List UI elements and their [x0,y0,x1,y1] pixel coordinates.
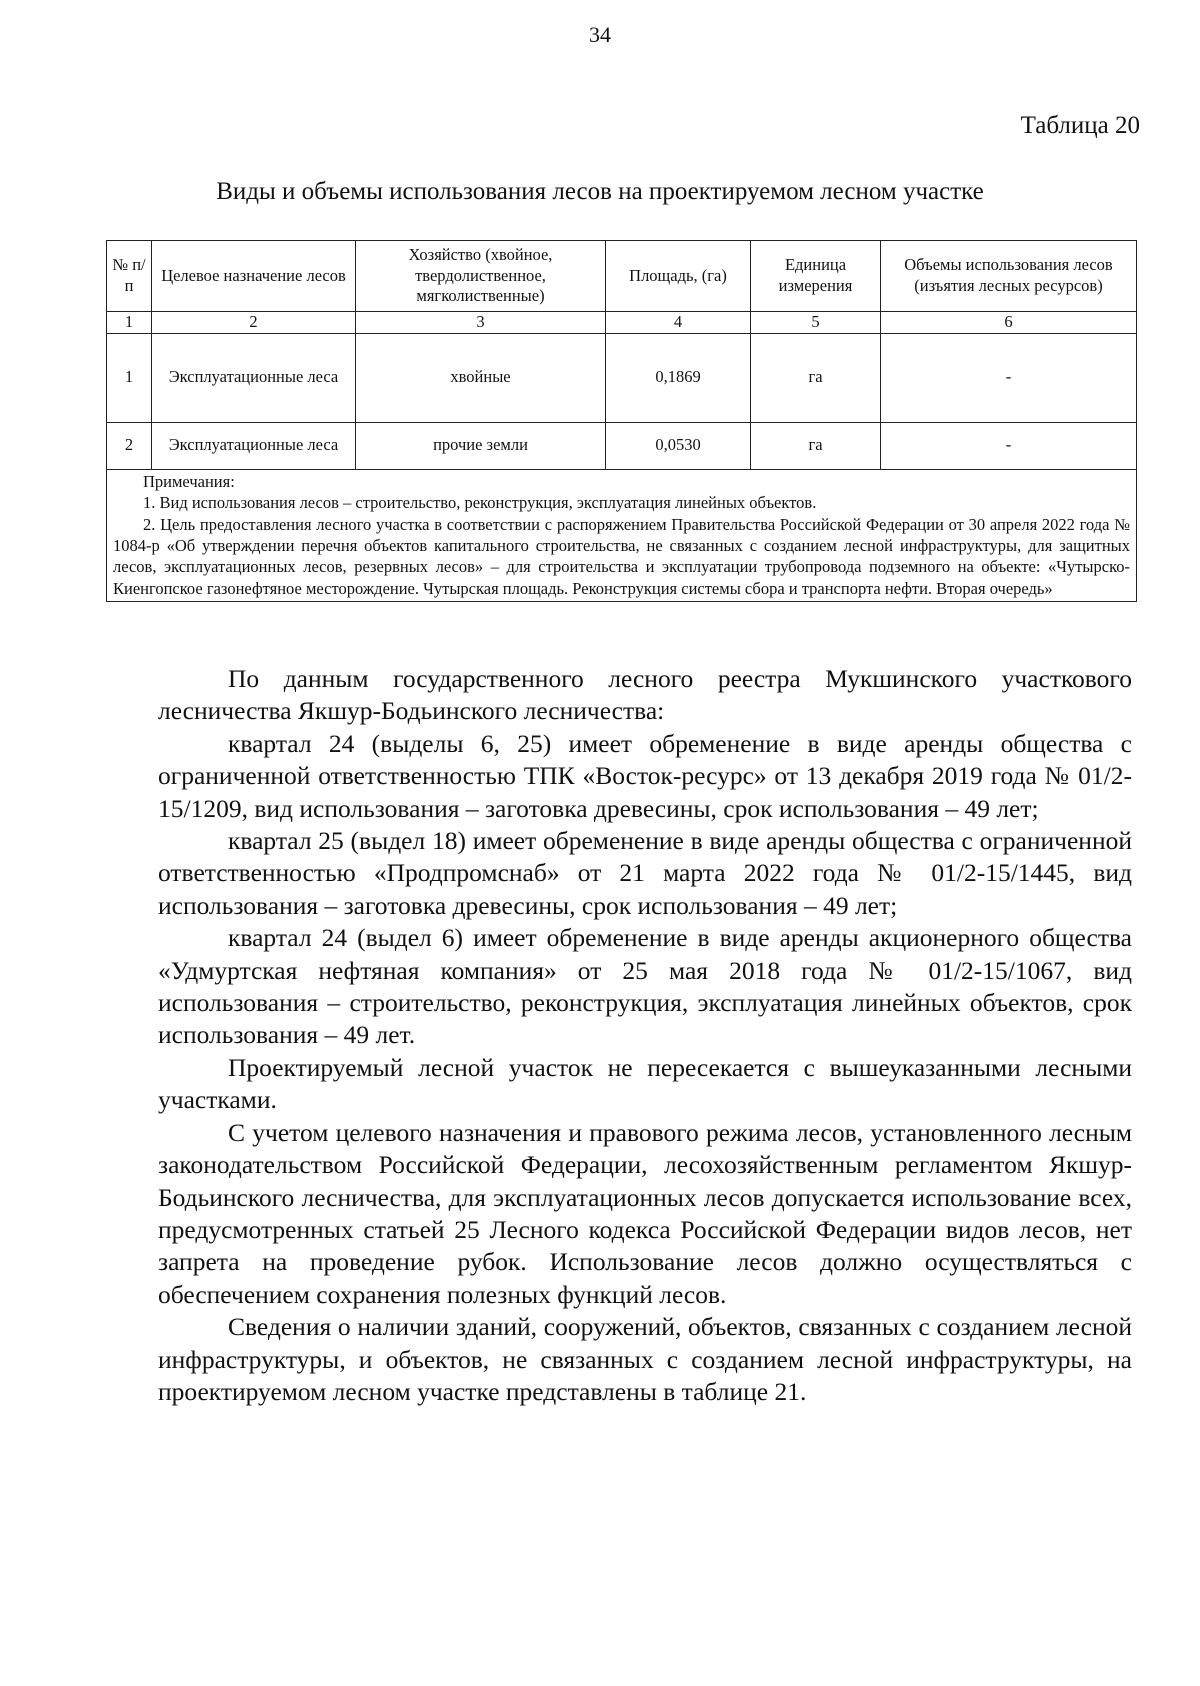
header-cell-purpose: Целевое назначение лесов [152,241,356,312]
paragraph: Сведения о наличии зданий, сооружений, объектов, связанных с созданием лесной инфраструктуры, и объектов, не связанных с созданием лесной инфраструктуры, на проектируемом лесном участке представлены в таблице 21. [158,1312,1132,1406]
column-number: 5 [751,312,881,334]
table-cell: прочие земли [356,422,606,469]
column-number: 4 [606,312,751,334]
header-cell-volume: Объемы использования лесов (изъятия лесных ресурсов) [881,241,1137,312]
table-title: Виды и объемы использования лесов на проектируемом лесном участке [216,178,984,205]
table-row [107,422,1137,469]
table-cell: га [751,333,881,422]
table-cell: Эксплуатационные леса [152,422,356,469]
column-number: 1 [107,312,152,334]
header-cell-economy: Хозяйство (хвойное, твердолиственное, мягколиственные) [356,241,606,312]
notes-cell [107,469,1137,602]
paragraph: С учетом целевого назначения и правового режима лесов, установленного лесным законодательством Российской Федерации, лесохозяйственным регламентом Якшур-Бодьинского лесничества, для эксплуатационных лесов допускается использование всех, предусмотренных статьей 25 Лесного кодекса Российской Федерации видов лесов, нет запрета на проведение рубок. Использование лесов должно осуществляться с обеспечением сохранения полезных функций лесов. [158,1117,1132,1309]
column-number-row [107,312,1137,334]
forest-usage-table [106,240,1137,602]
paragraph: квартал 25 (выдел 18) имеет обременение в виде аренды общества с ограниченной ответственностью «Продпромснаб» от 21 марта 2022 года № 01/2-15/1445, вид использования – заготовка древесины, срок использования – 49 лет; [158,826,1132,920]
header-cell-unit: Единица измерения [751,241,881,312]
header-cell-number: № п/п [107,241,152,312]
column-number: 3 [356,312,606,334]
body-text [158,663,1132,1408]
column-number: 2 [152,312,356,334]
table-cell: га [751,422,881,469]
page-number: 34 [589,22,611,47]
notes-title: Примечания: [143,471,235,491]
table-header-row [107,241,1137,312]
table-cell: 1 [107,333,152,422]
note-item: 1. Вид использования лесов – строительство, реконструкция, эксплуатация линейных объектов. [143,493,817,513]
column-number: 6 [881,312,1137,334]
header-cell-area: Площадь, (га) [606,241,751,312]
paragraph: По данным государственного лесного реестра Мукшинского участкового лесничества Якшур-Бодьинского лесничества: [158,664,1132,726]
table-cell: 0,0530 [606,422,751,469]
table-cell: 2 [107,422,152,469]
table-row [107,333,1137,422]
paragraph: квартал 24 (выделы 6, 25) имеет обременение в виде аренды общества с ограниченной ответственностью ТПК «Восток-ресурс» от 13 декабря 2019 года № 01/2-15/1209, вид использования – заготовка древесины, срок использования – 49 лет; [158,728,1132,823]
table-caption: Таблица 20 [1020,112,1140,139]
notes-row [107,469,1137,602]
table-cell: хвойные [356,333,606,422]
table-cell: Эксплуатационные леса [152,333,356,422]
paragraph: квартал 24 (выдел 6) имеет обременение в виде аренды акционерного общества «Удмуртская нефтяная компания» от 25 мая 2018 года № 01/2-15/1067, вид использования – строительство, реконструкция, эксплуатация линейных объектов, срок использования – 49 лет. [158,923,1132,1050]
note-item: 2. Цель предоставления лесного участка в соответствии с распоряжением Правительства Российской Федерации от 30 апреля 2022 года № 1084-р «Об утверждении перечня объектов капитального строительства, не связанных с созданием лесной инфраструктуры, для защитных лесов, эксплуатационных лесов, резервных лесов» – для строительства и эксплуатации трубопровода подземного на объекте: «Чутырско-Киенгопское газонефтяное месторождение. Чутырская площадь. Реконструкция системы сбора и транспорта нефти. Вторая очередь» [113,514,1130,598]
table-cell: - [881,422,1137,469]
table-cell: - [881,333,1137,422]
table-cell: 0,1869 [606,333,751,422]
paragraph: Проектируемый лесной участок не пересекается с вышеуказанными лесными участками. [158,1052,1132,1115]
